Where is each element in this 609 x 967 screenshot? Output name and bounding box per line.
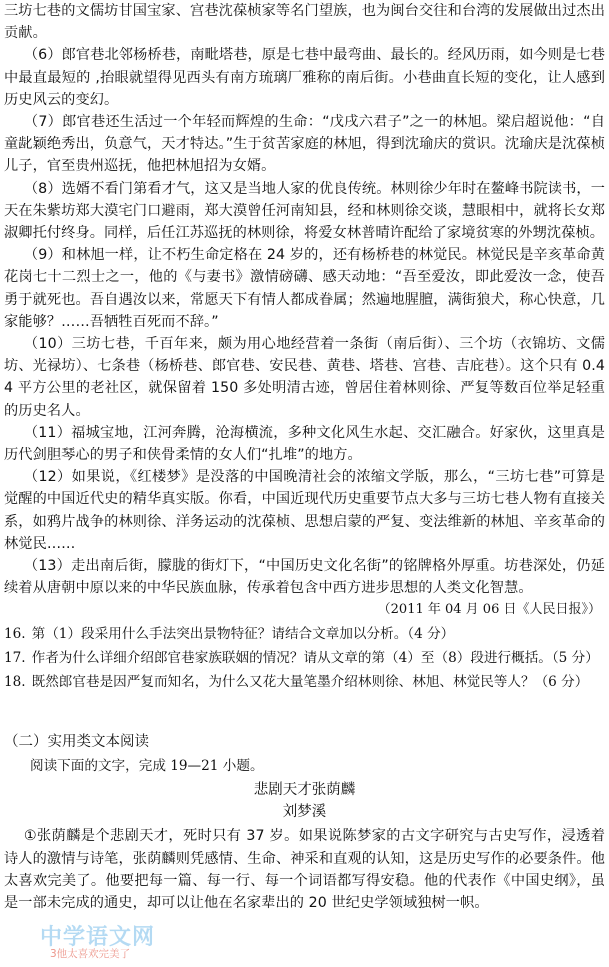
paragraph-9: （9）和林旭一样，让不朽生命定格在 24 岁的，还有杨桥巷的林觉民。林觉民是辛亥革命黄花岗七十二烈士之一，他的《与妻书》激情磅礴、感天动地：“吾至爱汝，即此爱汝一念，使吾勇于就死也。吾自遇汝以来，常愿天下有情人都成眷属；然遍地腥膻，满街狼犬，称心快意，几家能够？……吾牺牲百死而不辞。” [4, 247, 605, 330]
article-title: 悲剧天才张荫麟 [253, 782, 356, 799]
paragraph-10: （10）三坊七巷，千百年来，颇为用心地经营着一条街（南后街）、三个坊（衣锦坊、文儒坊、光禄坊）、七条巷（杨桥巷、郎官巷、安民巷、黄巷、塔巷、宫巷、吉庇巷）。这个只有 0.44 平方公里的老社区，就保留着 150 多处明清古迹，曾居住着林则徐、严复等数百位举足轻重的历史名人。 [4, 336, 605, 419]
question-17 [4, 647, 605, 669]
paragraph-continued: 三坊七巷的文儒坊甘国宝家、宫巷沈葆桢家等名门望族，也为闽台交往和台湾的发展做出过杰出贡献。 [4, 3, 605, 42]
paragraph-13: （13）走出南后街，朦胧的街灯下，“中国历史文化名街”的铭牌格外厚重。坊巷深处，仍延续着从唐朝中原以来的中华民族血脉，传承着包含中西方进步思想的人类文化智慧。 [4, 558, 605, 597]
paragraph-11: （11）福城宝地，江河奔腾，沧海横流，多种文化风生水起、交汇融合。好家伙，这里真是历代剑胆琴心的男子和侠骨柔情的女人们“扎堆”的地方。 [4, 424, 605, 464]
question-18 [4, 671, 605, 693]
watermark-text: 中学语文网 [40, 925, 156, 950]
paragraph-1-section2: ①张荫麟是个悲剧天才，死时只有 37 岁。如果说陈梦家的古文字研究与古史写作，浸透着诗人的激情与诗笔，张荫麟则凭感情、生命、神采和直观的认知，这是历史写作的必要条件。他太喜欢完美了。他要把每一篇、每一行、每一个词语都写得安稳。他的代表作《中国史纲》，虽是一部未完成的通史，却可以让他在名家辈出的 20 世纪史学领域独树一帜。 [4, 828, 605, 912]
question-text: 第（1）段采用什么手法突出景物特征？请结合文章加以分析。（4 分） [31, 626, 455, 643]
paragraph-7: （7）郎官巷还生活过一个年轻而辉煌的生命：“戊戌六君子”之一的林旭。梁启超说他：“自童龀颖绝秀出，负意气，天才特达。”生于贫苦家庭的林旭，得到沈瑜庆的赏识。沈瑜庆是沈葆桢儿子，官至贵州巡抚，他把林旭招为女婿。 [4, 114, 605, 175]
paragraph-6: （6）郎官巷北邻杨桥巷，南毗塔巷，原是七巷中最弯曲、最长的。经风历雨，如今则是七巷中最直最短的 ,抬眼就望得见西头有南方琉璃厂雅称的南后街。小巷曲直长短的变化，让人感到历史风云的变幻。 [4, 47, 605, 108]
section-heading: （二）实用类文本阅读 [4, 734, 149, 751]
question-text: 既然郎官巷是因严复而知名，为什么又花大量笔墨介绍林则徐、林旭、林觉民等人？（6 分） [31, 674, 589, 691]
watermark-subtext: 3他太喜欢完美了 [50, 948, 131, 960]
article-author: 刘梦溪 [282, 804, 327, 821]
document-page [4, 0, 605, 914]
question-number: 16. [4, 626, 26, 643]
article-source: （2011 年 04 月 06 日《人民日报》） [377, 602, 601, 618]
site-watermark [12, 918, 172, 964]
question-text: 作者为什么详细介绍郎官巷家族联姻的情况？请从文章的第（4）至（8）段进行概括。（5 分） [31, 650, 599, 667]
paragraph-8: （8）选婿不看门第看才气，这又是当地人家的优良传统。林则徐少年时在鳌峰书院读书，一天在朱紫坊郑大漠宅门口避雨，郑大漠曾任河南知县，经和林则徐交谈，慧眼相中，就将长女郑淑卿托付终身。同样，后任江苏巡抚的林则徐，将爱女林普晴许配给了家境贫寒的外甥沈葆桢。 [4, 180, 605, 242]
section-instruction: 阅读下面的文字，完成 19—21 小题。 [30, 758, 264, 775]
paragraph-12: （12）如果说，《红楼梦》是没落的中国晚清社会的浓缩文学版，那么，“三坊七巷”可算是觉醒的中国近代史的精华真实版。你看，中国近现代历史重要节点大多与三坊七巷人物有直接关系，如鸦片战争的林则徐、洋务运动的沈葆桢、思想启蒙的严复、变法维新的林旭、辛亥革命的林觉民…… [4, 469, 605, 552]
question-16 [4, 623, 605, 645]
question-number: 17. [4, 650, 26, 667]
question-number: 18. [4, 674, 26, 691]
